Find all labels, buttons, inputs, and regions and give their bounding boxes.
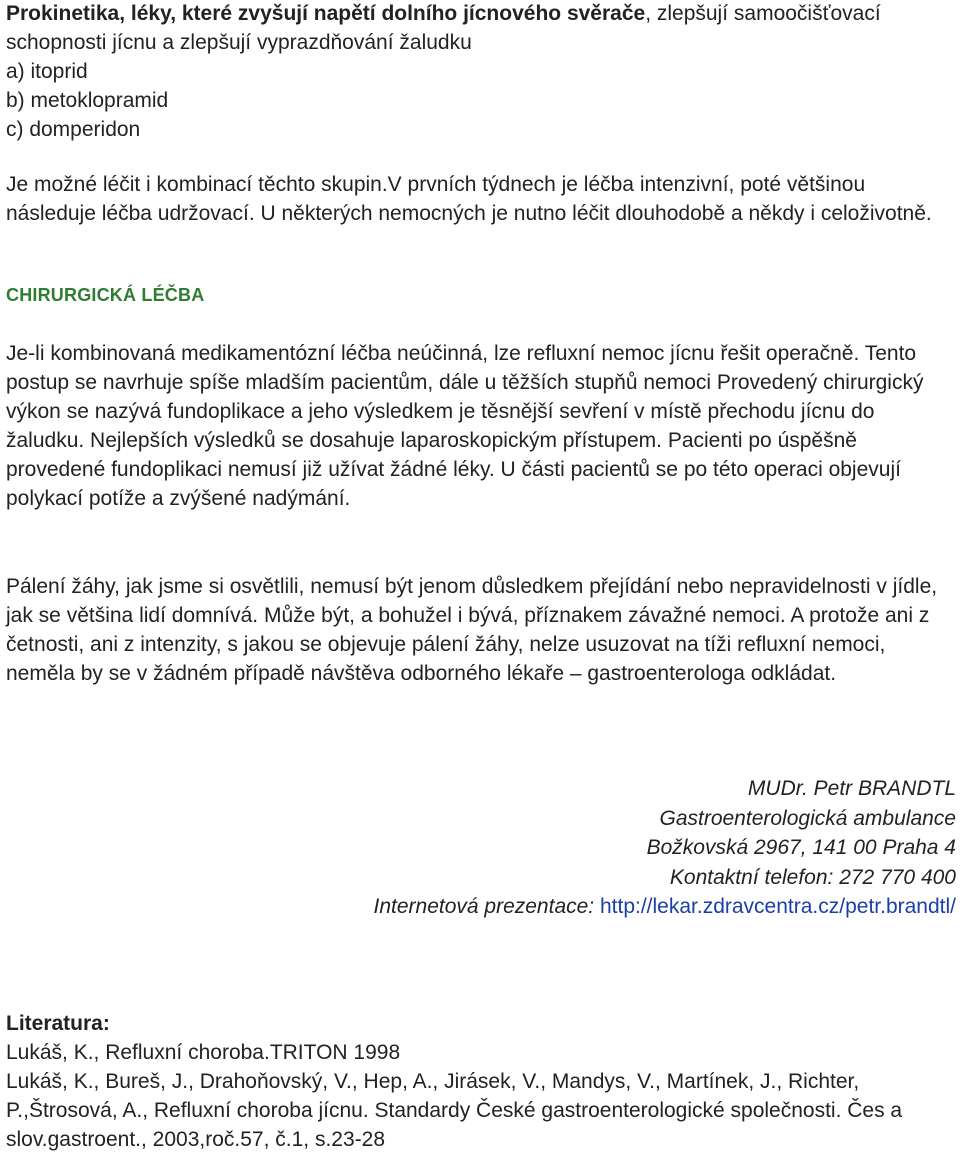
literature-entry: Lukáš, K., Refluxní choroba.TRITON 1998	[6, 1041, 401, 1064]
prokinetics-title: Prokinetika, léky, které zvyšují napětí dolního jícnového svěrače	[6, 2, 646, 25]
clinic-name: Gastroenterologická ambulance	[659, 806, 956, 830]
contact-phone: Kontaktní telefon: 272 770 400	[669, 865, 956, 889]
list-item-domperidon: c) domperidon	[6, 118, 141, 141]
section-heading-surgery: CHIRURGICKÁ LÉČBA	[6, 285, 205, 305]
author-signature	[374, 774, 957, 922]
heartburn-paragraph: Pálení žáhy, jak jsme si osvětlili, nemusí být jenom důsledkem přejídání nebo nepravidelnosti v jídle, jak se většina lidí domnívá. Může být, a bohužel i bývá, příznakem závažné nemoci. A protože ani z četnosti, ani z intenzity, s jakou se objevuje pálení žáhy, nelze usuzovat na tíži refluxní nemoci, neměla by se v žádném případě návštěva odborného lékaře – gastroenterologa odkládat.	[6, 575, 938, 685]
clinic-address: Božkovská 2967, 141 00 Praha 4	[646, 836, 956, 859]
prokinetics-description: , zlepšují samoočišťovací schopnosti jícnu a zlepšují vyprazdňování žaludku	[6, 2, 881, 54]
surgery-paragraph: Je-li kombinovaná medikamentózní léčba neúčinná, lze refluxní nemoc jícnu řešit operačně. Tento postup se navrhuje spíše mladším pacientům, dále u těžších stupňů nemoci Provedený chirurgický výkon se nazývá fundoplikace a jeho výsledkem je těsnější sevření v místě přechodu jícnu do žaludku. Nejlepších výsledků se dosahuje laparoskopickým přístupem. Pacienti po úspěšně provedené fundoplikaci nemusí již užívat žádné léky. U části pacientů se po této operaci objevují polykací potíže a zvýšené nadýmání.	[6, 342, 924, 510]
intro-block	[6, 0, 956, 144]
combination-therapy-paragraph: Je možné léčit i kombinací těchto skupin.V prvních týdnech je léčba intenzivní, poté většinou následuje léčba udržovací. U některých nemocných je nutno léčit dlouhodobě a někdy i celoživotně.	[6, 173, 932, 225]
web-link[interactable]: http://lekar.zdravcentra.cz/petr.brandtl/	[599, 895, 956, 918]
literature-heading: Literatura:	[6, 1012, 110, 1035]
list-item-metoklopramid: b) metoklopramid	[6, 89, 169, 112]
literature-entry: Lukáš, K., Bureš, J., Drahoňovský, V., Hep, A., Jirásek, V., Mandys, V., Martínek, J., Richter, P.,Štrosová, A., Refluxní choroba jícnu. Standardy České gastroenterologické společnosti. Čes a slov.gastroent., 2003,roč.57, č.1, s.23-28	[6, 1070, 903, 1151]
web-line	[374, 892, 957, 922]
literature-list	[6, 1038, 952, 1154]
list-item-itoprid: a) itoprid	[6, 60, 88, 83]
web-label: Internetová prezentace:	[373, 895, 600, 918]
author-name: MUDr. Petr BRANDTL	[747, 777, 956, 800]
